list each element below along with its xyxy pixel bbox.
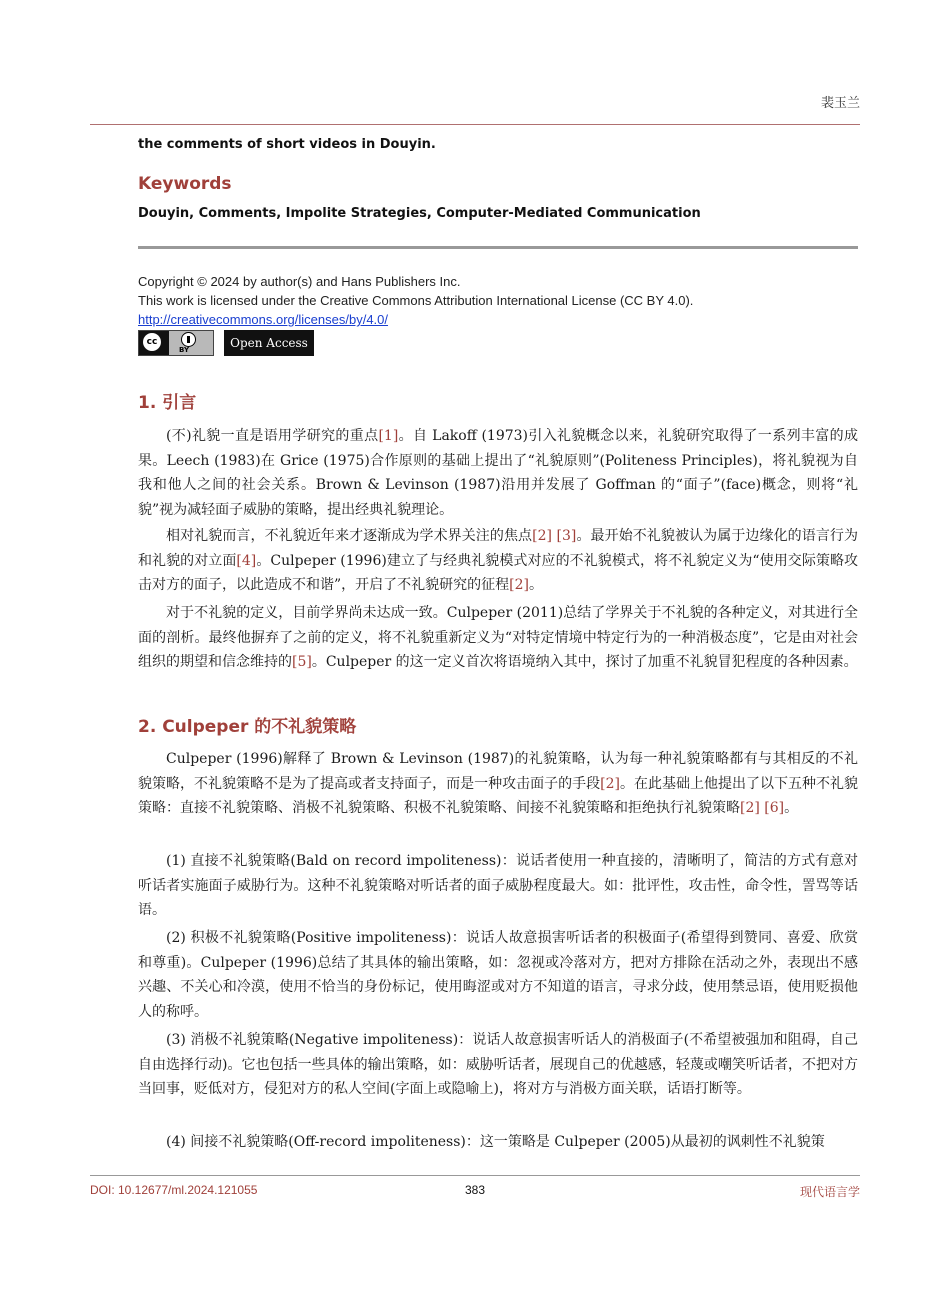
citation-ref[interactable]: [2] [600, 775, 620, 792]
section2-heading: 2. Culpeper 的不礼貌策略 [138, 717, 357, 737]
section1-paragraph-3 [138, 601, 858, 675]
license-link[interactable]: http://creativecommons.org/licenses/by/4.0/ [138, 312, 389, 327]
paragraph-text: 。Culpeper (1996)建立了与经典礼貌模式对应的不礼貌模式，将不礼貌定义为“使用交际策略攻击对方的面子，以此造成不和谐”，开启了不礼貌研究的征程 [138, 552, 858, 593]
paragraph-text: (4) 间接不礼貌策略(Off-record impoliteness)：这一策略是 Culpeper (2005)从最初的讽刺性不礼貌策 [166, 1134, 825, 1150]
copyright-line: Copyright © 2024 by author(s) and Hans Publishers Inc. [138, 274, 461, 289]
footer-doi[interactable]: DOI: 10.12677/ml.2024.121055 [90, 1183, 258, 1197]
keywords-divider [138, 246, 858, 249]
citation-ref[interactable]: [2] [3] [532, 528, 577, 544]
open-access-badge[interactable]: Open Access [224, 330, 314, 356]
paragraph-text: 。在此基础上他提出了以下五种不礼貌策略：直接不礼貌策略、消极不礼貌策略、积极不礼貌策略、间接不礼貌策略和拒绝执行礼貌策略 [138, 775, 859, 816]
citation-ref[interactable]: [4] [236, 552, 257, 569]
section2-paragraph-5 [138, 1130, 858, 1155]
by-label: BY [179, 346, 190, 354]
section1-heading: 1. 引言 [138, 393, 197, 413]
citation-ref[interactable]: [1] [378, 428, 399, 444]
paragraph-text: 。 [784, 800, 799, 816]
license-line: This work is licensed under the Creative Commons Attribution International License (CC BY 4.0). [138, 293, 694, 308]
citation-ref[interactable]: [2] [6] [740, 800, 785, 816]
paragraph-text: (2) 积极不礼貌策略(Positive impoliteness)：说话人故意损害听话者的积极面子(希望得到赞同、喜爱、欣赏和尊重)。Culpeper (1996)总结了其具体的输出策略，如：忽视或冷落对方，把对方排除在活动之外，表现出不感兴趣、不关心和冷漠，使用不恰当的身份标记，使用晦涩或对方不知道的语言，寻求分歧，使用禁忌语，使用贬损他人的称呼。 [138, 930, 858, 1020]
attribution-icon [181, 332, 196, 347]
footer-divider [90, 1175, 860, 1176]
citation-ref[interactable]: [2] [509, 577, 529, 593]
paragraph-text: (1) 直接不礼貌策略(Bald on record impoliteness)：说话者使用一种直接的，清晰明了，简洁的方式有意对听话者实施面子威胁行为。这种不礼貌策略对听话者的面子威胁程度最大。如：批评性，攻击性，命令性，詈骂等话语。 [138, 853, 858, 918]
paragraph-text: 。自 Lakoff (1973)引入礼貌概念以来，礼貌研究取得了一系列丰富的成果。Leech (1983)在 Grice (1975)合作原则的基础上提出了“礼貌原则”(Politeness Principles)，将礼貌视为自我和他人之间的社会关系。Brown & Levinson (1987)沿用并发展了 Goffman 的“面子”(face)概念，则将“礼貌”视为减轻面子威胁的策略，提出经典礼貌理论。 [138, 428, 858, 518]
paragraph-text: 。Culpeper 的这一定义首次将语境纳入其中，探讨了加重不礼貌冒犯程度的各种因素。 [311, 654, 858, 670]
abstract-tail: the comments of short videos in Douyin. [138, 137, 436, 152]
paragraph-text: (3) 消极不礼貌策略(Negative impoliteness)：说话人故意损害听话人的消极面子(不希望被强加和阻碍，自己自由选择行动)。它也包括一些具体的输出策略，如：威胁听话者，展现自己的优越感，轻蔑或嘲笑听话者，不把对方当回事，贬低对方，侵犯对方的私人空间(字面上或隐喻上)，将对方与消极方面关联，话语打断等。 [138, 1032, 858, 1097]
keywords-heading: Keywords [138, 174, 232, 194]
section2-paragraph-4 [138, 1028, 858, 1102]
section2-paragraph-1 [138, 747, 858, 821]
keywords-text: Douyin, Comments, Impolite Strategies, Computer-Mediated Communication [138, 206, 701, 221]
paragraph-text: 相对礼貌而言，不礼貌近年来才逐渐成为学术界关注的焦点 [166, 528, 533, 544]
section1-paragraph-2 [138, 524, 858, 598]
copyright-block [138, 272, 858, 329]
paragraph-text: 。 [529, 577, 543, 593]
section2-paragraph-2 [138, 849, 858, 923]
citation-ref[interactable]: [5] [292, 654, 312, 670]
paragraph-text: 。最开始不礼貌被认为属于边缘化的语言行为和礼貌的对立面 [138, 528, 859, 569]
section1-paragraph-1 [138, 424, 858, 522]
cc-icon: cc [143, 333, 161, 351]
paragraph-text: Culpeper (1996)解释了 Brown & Levinson (1987)的礼貌策略，认为每一种礼貌策略都有与其相反的不礼貌策略，不礼貌策略不是为了提高或者支持面子，而是一种攻击面子的手段 [138, 751, 858, 792]
page-footer [90, 1183, 860, 1203]
cc-by-badge[interactable] [138, 330, 214, 356]
paragraph-text: (不)礼貌一直是语用学研究的重点 [166, 428, 379, 444]
page-number: 383 [464, 1183, 486, 1197]
header-author: 裴玉兰 [820, 96, 860, 111]
paragraph-text: 对于不礼貌的定义，目前学界尚未达成一致。Culpeper (2011)总结了学界关于不礼貌的各种定义，对其进行全面的剖析。最终他摒弃了之前的定义，将不礼貌重新定义为“对特定情境中特定行为的一种消极态度”，它是由对社会组织的期望和信念维持的 [138, 605, 858, 670]
page-header [90, 88, 860, 125]
journal-name: 现代语言学 [799, 1185, 860, 1199]
section2-paragraph-3 [138, 926, 858, 1024]
